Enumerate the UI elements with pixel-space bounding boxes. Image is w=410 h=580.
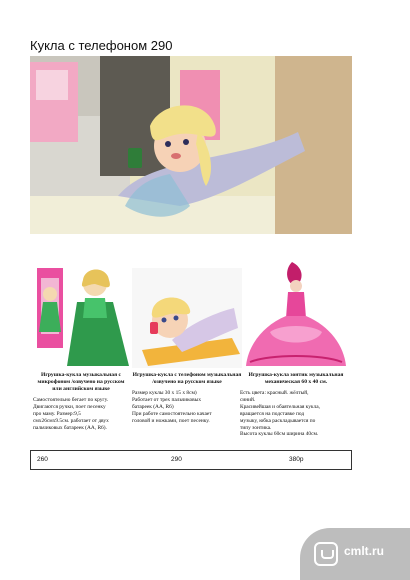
product-card-phone-doll [132, 262, 242, 425]
page-title: Кукла с телефоном 290 [30, 38, 173, 53]
product-card-umbrella-doll [240, 262, 352, 438]
product-title: Игрушка-кукла с телефоном музыкальная /озвучено на русском языке [132, 372, 242, 385]
product-description: Самостоятельно бегает по кругу. Двигаются ручки, поет песенку про маму. Размер:9,5 смх26смх9.5см. работает от двух пальчиковых батареек (АА, R6). [33, 397, 109, 431]
watermark-text: cmlt.ru [344, 544, 385, 558]
product-image-music-doll [33, 262, 129, 370]
price-row [30, 450, 352, 470]
product-title: Игрушка-кукла музыкальная с микрофоном /озвучено на русском или английском языке [37, 372, 125, 392]
doll-photo [30, 56, 352, 234]
product-description: Размер куклы 30 x 15 x 8см) Работает от трех пальчиковых батареек (АА, R6) При работе самостоятельно качает головой и ножками, поет песенку. [132, 390, 212, 424]
watermark [300, 528, 410, 580]
product-image-umbrella-doll [240, 262, 352, 370]
product-description: Есть цвета: красный. жёлтый, синий. Красивейшая и обаятельная кукла, вращается на подставке под музыку, юбка раскладывается по типу зонтика. Высота куклы 60см ширина 40см. [240, 390, 320, 438]
price-2: 290 [171, 456, 182, 463]
product-title: Игрушка-кукла зонтик музыкальная механическая 60 х 40 см. [248, 372, 344, 385]
product-card-music-doll [33, 262, 129, 432]
hero-image-doll-with-phone [30, 56, 352, 234]
product-image-phone-doll [132, 262, 242, 370]
price-3: 380р [289, 456, 304, 463]
shopping-bag-icon [314, 542, 338, 566]
price-1: 260 [37, 456, 48, 463]
